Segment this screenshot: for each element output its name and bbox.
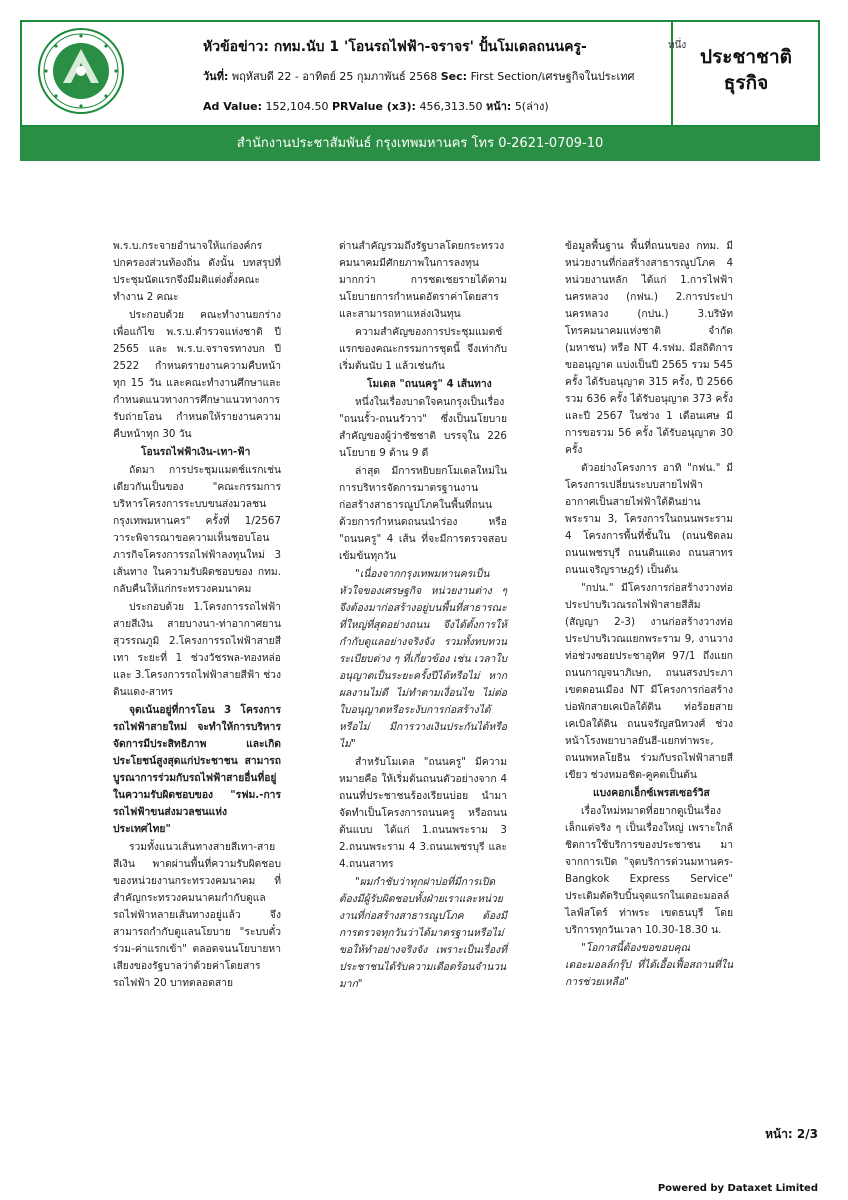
date-value: พฤหัสบดี 22 - อาทิตย์ 25 กุมภาพันธ์ 2568 [231, 70, 438, 83]
article-paragraph: หนึ่งในเรื่องบาดใจคนกรุงเป็นเรื่อง "ถนนรั้ว-ถนนรัวาว" ซึ่งเป็นนโยบายสำคัญของผู้ว่าชัชชาติ บรรจุใน 226 นโยบาย 9 ด้าน 9 ดี [339, 396, 507, 459]
article-column-3 [565, 238, 733, 988]
article-paragraph: "เนื่องจากกรุงเทพมหานครเป็นหัวใจของเศรษฐกิจ หน่วยงานต่าง ๆ จึงต้องมาก่อสร้างอยู่บนพื้นที่สาธารณะที่ใหญ่ที่สุดอย่างถนน จึงได้ตั้งการให้กำกับดูแลอย่างจริงจัง รวมทั้งทบทวนระเบียบต่าง ๆ ที่เกี่ยวข้อง เช่น เวลาใบอนุญาตเป็นระยะครั้งปีได้หรือไม่ หากผลงานไม่ดี ไม่ทำตามเงื่อนไข ไม่ต่อใบอนุญาตหรือระงับการก่อสร้างได้หรือไม่ มีการวางเงินประกันได้หรือไม่" [339, 568, 507, 750]
article-paragraph: ข้อมูลพื้นฐาน พื้นที่ถนนของ กทม. มีหน่วยงานที่ก่อสร้างสาธารณูปโภค 4 หน่วยงานหลัก ได้แก่ 1.การไฟฟ้านครหลวง (กฟน.) 2.การประปานครหลวง (กปน.) 3.บริษัท โทรคมนาคมแห่งชาติ จำกัด (มหาชน) หรือ NT 4.รฟม. มีสถิติการขออนุญาต แบ่งเป็นปี 2565 รวม 545 ครั้ง ได้รับอนุญาต 315 ครั้ง, ปี 2566 รวม 636 ครั้ง ได้รับอนุญาต 373 ครั้ง และปี 2567 ในช่วง 1 เดือนเศษ มีการขอรวม 56 ครั้ง ได้รับอนุญาต 30 ครั้ง [565, 240, 733, 456]
ad-value-line [203, 97, 668, 115]
article-paragraph: "โอกาสนี้ต้องขอขอบคุณ เดอะมอลล์กรุ๊ป ที่ได้เอื้อเฟื้อสถานที่ในการช่วยเหลือ" [565, 942, 733, 988]
article-paragraph: จุดเน้นอยู่ที่การโอน 3 โครงการรถไฟฟ้าสายใหม่ จะทำให้การบริหารจัดการมีประสิทธิภาพ และเกิดประโยชน์สูงสุดแก่ประชาชน สามารถบูรณาการร่วมกับรถไฟฟ้าสายอื่นที่อยู่ในความรับผิดชอบของ "รฟม.-การรถไฟฟ้าขนส่งมวลชนแห่งประเทศไทย" [113, 704, 281, 835]
date-label: วันที่: [203, 70, 229, 83]
publication-name [676, 44, 816, 96]
article-paragraph: ความสำคัญของการประชุมแมตช์แรกของคณะกรรมการชุดนี้ จึงเท่ากับเริ่มต้นนับ 1 แล้วเช่นกัน [339, 326, 507, 372]
subheading: แบงคอกเอ็กซ์เพรสเซอร์วิส [593, 787, 710, 799]
bma-seal-logo [37, 27, 125, 115]
article-column-1 [113, 238, 281, 989]
article-paragraph: ตัวอย่างโครงการ อาทิ "กฟน." มีโครงการเปลี่ยนระบบสายไฟฟ้าอากาศเป็นสายไฟฟ้าใต้ดินย่านพระราม 3, โครงการในถนนพระราม 4 โครงการพื้นที่ชั้นใน (ถนนชิดลม ถนนเพชรบุรี ถนนดินแดง ถนนสาทร ถนนเจริญราษฎร์) เป็นต้น [565, 462, 733, 576]
section-value: First Section/เศรษฐกิจในประเทศ [470, 70, 635, 83]
article-paragraph: สำหรับโมเดล "ถนนครู" มีความหมายคือ ให้เริ่มต้นถนนตัวอย่างจาก 4 ถนนที่ประชาชนร้องเรียนบ่อย นำมาจัดทำเป็นโครงการถนนครู หรือถนนต้นแบบ ได้แก่ 1.ถนนพระราม 3 2.ถนนพระราม 4 3.ถนนเพชรบุรี และ 4.ถนนสาทร [339, 756, 507, 870]
ad-value: 152,104.50 [265, 100, 329, 113]
subheading: โอนรถไฟฟ้าเงิน-เทา-ฟ้า [141, 446, 251, 458]
headline [203, 36, 668, 58]
article-paragraph: รวมทั้งแนวเส้นทางสายสีเทา-สายสีเงิน พาดผ่านพื้นที่ความรับผิดชอบของหน่วยงานกระทรวงคมนาคม ที่สำคัญกระทรวงคมนาคมกำกับดูแลรถไฟฟ้าหลายเส้นทางอยู่แล้ว จึงสามารถกำกับดูแลนโยบาย "ระบบตั๋วร่วม-ค่าแรกเข้า" ตลอดจนนโยบายหาเสียงของรัฐบาลว่าด้วยค่าโดยสารรถไฟฟ้า 20 บาทตลอดสาย [113, 841, 281, 989]
date-section-line [203, 67, 668, 85]
article-paragraph: ประกอบด้วย คณะทำงานยกร่างเพื่อแก้ไข พ.ร.บ.ตำรวจแห่งชาติ ปี 2565 และ พ.ร.บ.จราจรทางบก ปี 2522 กำหนดรายงานความคืบหน้าทุก 15 วัน และคณะทำงานศึกษาและกำหนดแนวทางการศึกษาแนวทางการรับถ่ายโอน กำหนดให้รายงานความคืบหน้าทุก 30 วัน [113, 309, 281, 440]
article-paragraph: เรื่องใหม่หมาดที่อยากดูเป็นเรื่องเล็กแต่จริง ๆ เป็นเรื่องใหญ่ เพราะใกล้ชิดการใช้บริการของประชาชน มาจากการเปิด "จุดบริการด่วนมหานคร-Bangkok Express Service" ประเดิมตัดริบบิ้นจุดแรกในเดอะมอลล์ ไลฟ์สโตร์ ท่าพระ เขตธนบุรี โดยบริการทุกวันเวลา 10.30-18.30 น. [565, 805, 733, 936]
ad-value-label: Ad Value: [203, 100, 263, 113]
article-paragraph: ด่านสำคัญรวมถึงรัฐบาลโดยกระทรวงคมนาคมมีศักยภาพในการลงทุนมากกว่า การชดเชยรายได้ตามนโยบายการกำหนดอัตราค่าโดยสารและสามารถหาแหล่งเงินทุน [339, 240, 507, 320]
article-paragraph: ล่าสุด มีการหยิบยกโมเดลใหม่ในการบริหารจัดการมาตรฐานงานก่อสร้างสาธารณูปโภคในพื้นที่ถนน ด้วยการกำหนดถนนนำร่อง หรือ "ถนนครู" 4 เส้น ที่จะมีการตรวจสอบเข้มข้นทุกวัน [339, 465, 507, 562]
article-paragraph: "ผมกำชับว่าทุกฝาบ่อที่มีการเปิดต้องมีผู้รับผิดชอบทั้งฝ่ายเราและหน่วยงานที่ก่อสร้างสาธารณูปโภค ต้องมีการตรวจทุกวันว่าได้มาตรฐานหรือไม่ ขอให้ทำอย่างจริงจัง เพราะเป็นเรื่องที่ประชาชนได้รับความเดือดร้อนจำนวนมาก" [339, 876, 507, 990]
powered-by-footer: Powered by Dataxet Limited [657, 1183, 818, 1194]
subheading: โมเดล "ถนนครู" 4 เส้นทาง [367, 378, 492, 390]
pr-value-label: PRValue (x3): [332, 100, 416, 113]
article-paragraph: ถัดมา การประชุมแมตช์แรกเช่นเดียวกันเป็นของ "คณะกรรมการบริหารโครงการระบบขนส่งมวลชนกรุงเทพมหานคร" ครั้งที่ 1/2567 วาระพิจารณาขอความเห็นชอบโอนภารกิจโครงการรถไฟฟ้าลงทุนใหม่ 3 เส้นทาง ในความรับผิดชอบของ กทม. กลับคืนให้แก่กระทรวงคมนาคม [113, 464, 281, 595]
page-value: 5(ล่าง) [514, 100, 549, 113]
pr-value: 456,313.50 [419, 100, 483, 113]
publication-overflow-text: หนึ่ง [668, 40, 687, 51]
article-paragraph: "กปน." มีโครงการก่อสร้างวางท่อประปาบริเวณรถไฟฟ้าสายสีส้ม (สัญญา 2-3) งานก่อสร้างวางท่อประปาบริเวณแยกพระราม 9, งานวางท่อช่วงซอยประชาอุทิศ 97/1 ถึงแยกถนนกาญจนาภิเษก, ถนนสรงประภา เขตดอนเมือง NT มีโครงการก่อสร้างบ่อพักสายเคเบิลใต้ดิน ท่อร้อยสายเคเบิลใต้ดิน ถนนจรัญสนิทวงศ์ ช่วงหน้าโรงพยาบาลยันฮี-แยกท่าพระ, ถนนพหลโยธิน ร่วมกับรถไฟฟ้าสายสีเขียว ช่วงหมอชิต-คูคตเป็นต้น [565, 582, 733, 781]
article-paragraph: พ.ร.บ.กระจายอำนาจให้แก่องค์กรปกครองส่วนท้องถิ่น ดังนั้น บทสรุปที่ประชุมนัดแรกจึงมีมติแต่งตั้งคณะทำงาน 2 คณะ [113, 240, 281, 303]
article-paragraph: ประกอบด้วย 1.โครงการรถไฟฟ้าสายสีเงิน สายบางนา-ท่าอากาศยานสุวรรณภูมิ 2.โครงการรถไฟฟ้าสายสีเทา ระยะที่ 1 ช่วงวัชรพล-ทองหล่อ และ 3.โครงการรถไฟฟ้าสายสีฟ้า ช่วงดินแดง-สาทร [113, 601, 281, 698]
headline-label: หัวข้อข่าว: [203, 39, 269, 55]
publication-name-line2: ธุรกิจ [723, 72, 769, 94]
publication-name-line1: ประชาชาติ [700, 46, 792, 68]
section-label: Sec: [440, 70, 468, 83]
agency-banner: สำนักงานประชาสัมพันธ์ กรุงเทพมหานคร โทร 0-2621-0709-10 [20, 127, 820, 161]
page-label: หน้า: [485, 100, 512, 113]
page-indicator: หน้า: 2/3 [765, 1127, 818, 1141]
headline-text: กทม.นับ 1 'โอนรถไฟฟ้า-จราจร' ปั้นโมเดลถนนครู- [273, 39, 587, 55]
article-column-2 [339, 238, 507, 990]
